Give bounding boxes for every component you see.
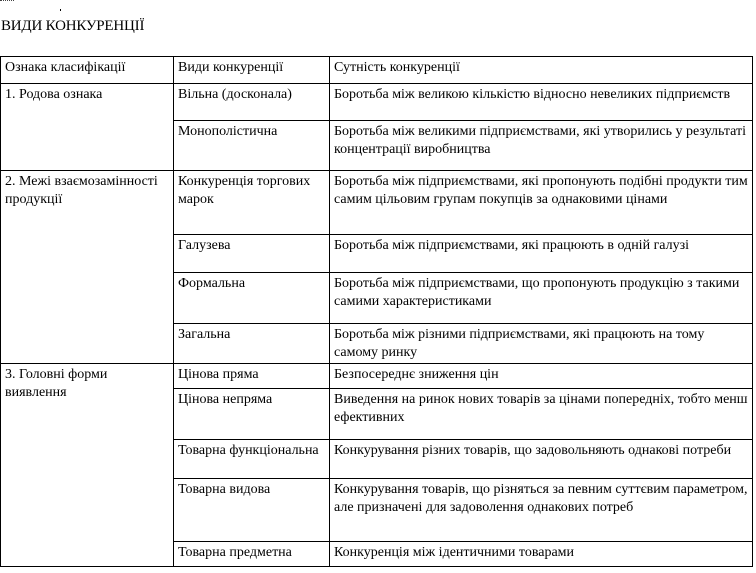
competition-essence-cell: Боротьба між підприємствами, які пропонують подібні продукти тим самим цільовим групам покупців за однаковими цінами: [330, 171, 753, 235]
table-row: [1, 84, 753, 121]
competition-type-cell: Формальна: [174, 273, 330, 324]
competition-types-table: [0, 56, 753, 567]
competition-essence-cell: Конкурування різних товарів, що задовольняють однакові потреби: [330, 440, 753, 479]
top-dotted-border: [0, 0, 14, 1]
competition-essence-cell: Боротьба між великими підприємствами, які утворились у результаті концентрації виробництва: [330, 121, 753, 171]
competition-type-cell: Монополістична: [174, 121, 330, 171]
header-classification-sign: Ознака класифікації: [1, 57, 174, 84]
competition-essence-cell: Боротьба між підприємствами, які працюють в одній галузі: [330, 235, 753, 273]
competition-essence-cell: Конкуренція між ідентичними товарами: [330, 542, 753, 567]
competition-essence-cell: Боротьба між різними підприємствами, які працюють на тому самому ринку: [330, 324, 753, 364]
competition-type-cell: Загальна: [174, 324, 330, 364]
competition-type-cell: Вільна (досконала): [174, 84, 330, 121]
table-row: [1, 171, 753, 235]
header-competition-essence: Сутність конкуренції: [330, 57, 753, 84]
table-row: [1, 364, 753, 389]
table-header-row: [1, 57, 753, 84]
competition-essence-cell: Виведення на ринок нових товарів за цінами попередніх, тобто менш ефективних: [330, 389, 753, 440]
header-competition-types: Види конкуренції: [174, 57, 330, 84]
classification-sign-cell: 3. Головні форми виявлення: [1, 364, 174, 567]
competition-type-cell: Цінова непряма: [174, 389, 330, 440]
competition-type-cell: Товарна предметна: [174, 542, 330, 567]
classification-sign-cell: 2. Межі взаємозамінності продукції: [1, 171, 174, 364]
competition-essence-cell: Боротьба між великою кількістю відносно невеликих підприємств: [330, 84, 753, 121]
competition-essence-cell: Конкурування товарів, що різняться за певним суттєвим параметром, але призначені для задоволення однакових потреб: [330, 479, 753, 542]
document-title: ВИДИ КОНКУРЕНЦІЇ: [1, 18, 145, 34]
classification-sign-cell: 1. Родова ознака: [1, 84, 174, 171]
competition-essence-cell: Безпосереднє зниження цін: [330, 364, 753, 389]
competition-type-cell: Товарна функціональна: [174, 440, 330, 479]
competition-type-cell: Конкуренція торгових марок: [174, 171, 330, 235]
stray-dot-mark: [60, 9, 61, 11]
competition-type-cell: Галузева: [174, 235, 330, 273]
competition-type-cell: Товарна видова: [174, 479, 330, 542]
competition-essence-cell: Боротьба між підприємствами, що пропонують продукцію з такими самими характеристиками: [330, 273, 753, 324]
competition-type-cell: Цінова пряма: [174, 364, 330, 389]
